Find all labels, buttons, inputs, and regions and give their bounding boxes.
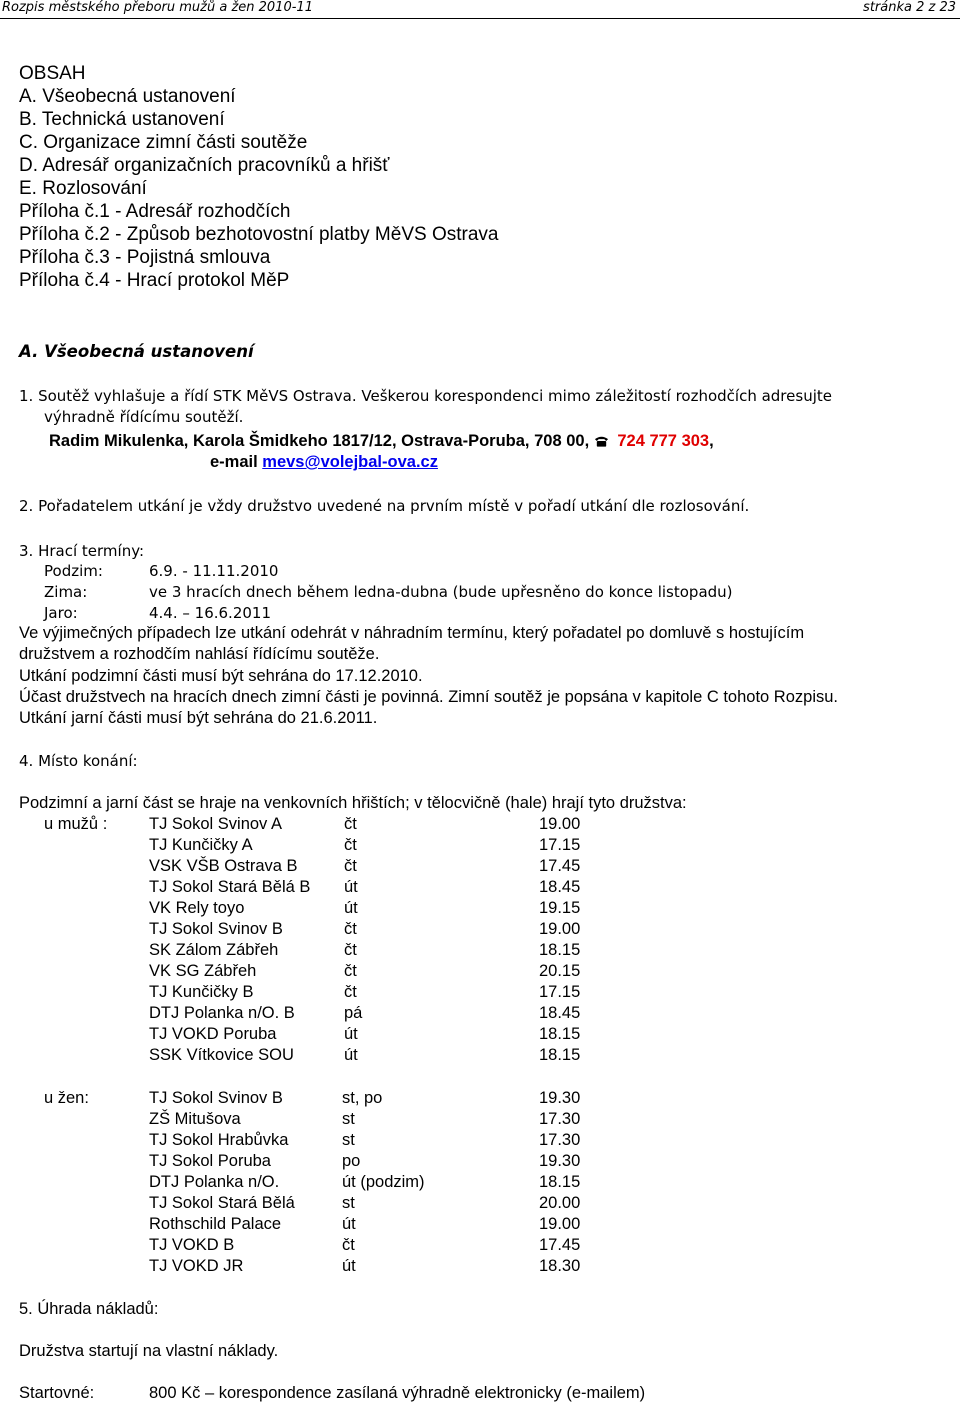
team-name: TJ Sokol Svinov A xyxy=(149,815,282,833)
contact-line xyxy=(49,432,714,451)
contact-phone: 724 777 303 xyxy=(617,432,710,450)
notes-line: družstvem a rozhodčím nahlásí řídícímu soutěže. xyxy=(19,645,380,663)
team-name: ZŠ Mitušova xyxy=(149,1110,241,1128)
toc-item: B. Technická ustanovení xyxy=(19,109,225,130)
email-label: e-mail xyxy=(210,453,258,471)
point-2: 2. Pořadatelem utkání je vždy družstvo uvedené na prvním místě v pořadí utkání dle rozlosování. xyxy=(19,497,750,515)
team-time: 18.15 xyxy=(539,941,581,959)
team-day: út xyxy=(344,878,358,896)
term-label: Podzim: xyxy=(44,562,103,580)
email-link[interactable]: mevs@volejbal-ova.cz xyxy=(262,453,438,471)
contact-email-line xyxy=(210,453,438,472)
team-day: čt xyxy=(344,941,357,959)
team-name: VSK VŠB Ostrava B xyxy=(149,857,298,875)
team-name: TJ VOKD JR xyxy=(149,1257,244,1275)
point-5-title: 5. Úhrada nákladů: xyxy=(19,1300,159,1318)
team-day: út xyxy=(344,1046,358,1064)
header-divider xyxy=(0,18,960,19)
team-name: TJ Sokol Stará Bělá B xyxy=(149,878,311,896)
team-day: čt xyxy=(344,962,357,980)
team-name: TJ Sokol Svinov B xyxy=(149,920,283,938)
team-day: po xyxy=(342,1152,361,1170)
team-time: 19.00 xyxy=(539,815,581,833)
team-time: 19.30 xyxy=(539,1089,581,1107)
notes-line: Utkání jarní části musí být sehrána do 21.6.2011. xyxy=(19,709,378,727)
team-time: 17.15 xyxy=(539,836,581,854)
team-time: 17.45 xyxy=(539,857,581,875)
toc-item: A. Všeobecná ustanovení xyxy=(19,86,236,107)
toc-item: Příloha č.2 - Způsob bezhotovostní platby MěVS Ostrava xyxy=(19,224,499,245)
fee-value: 800 Kč – korespondence zasílaná výhradně elektronicky (e-mailem) xyxy=(149,1384,646,1402)
team-day: st, po xyxy=(342,1089,383,1107)
toc-title: OBSAH xyxy=(19,63,86,84)
team-name: TJ VOKD Poruba xyxy=(149,1025,277,1043)
toc-item: D. Adresář organizačních pracovníků a hřišť xyxy=(19,155,390,176)
team-time: 17.15 xyxy=(539,983,581,1001)
team-day: út xyxy=(342,1215,356,1233)
team-day: út xyxy=(344,1025,358,1043)
team-name: TJ Sokol Hrabůvka xyxy=(149,1131,289,1149)
team-time: 18.15 xyxy=(539,1046,581,1064)
team-time: 18.45 xyxy=(539,878,581,896)
term-label: Jaro: xyxy=(44,604,78,622)
team-day: út xyxy=(344,899,358,917)
team-name: TJ VOKD B xyxy=(149,1236,235,1254)
header-page-number: stránka 2 z 23 xyxy=(863,0,956,15)
point-3-title: 3. Hrací termíny: xyxy=(19,542,145,560)
team-time: 20.15 xyxy=(539,962,581,980)
team-name: TJ Sokol Stará Bělá xyxy=(149,1194,295,1212)
team-day: út (podzim) xyxy=(342,1173,425,1191)
contact-address: Radim Mikulenka, Karola Šmidkeho 1817/12, Ostrava-Poruba, 708 00, xyxy=(49,432,590,450)
point-1-line-1: 1. Soutěž vyhlašuje a řídí STK MěVS Ostrava. Veškerou korespondenci mimo záležitostí rozhodčích adresujte xyxy=(19,387,832,405)
team-time: 19.00 xyxy=(539,920,581,938)
toc-item: Příloha č.3 - Pojistná smlouva xyxy=(19,247,271,268)
fee-label: Startovné: xyxy=(19,1384,95,1402)
team-day: pá xyxy=(344,1004,363,1022)
costs-line: Družstva startují na vlastní náklady. xyxy=(19,1342,279,1360)
toc-item: Příloha č.4 - Hrací protokol MěP xyxy=(19,270,290,291)
team-day: čt xyxy=(342,1236,355,1254)
team-day: čt xyxy=(344,857,357,875)
term-value: ve 3 hracích dnech během ledna-dubna (bude upřesněno do konce listopadu) xyxy=(149,583,733,601)
men-label: u mužů : xyxy=(44,815,108,833)
women-label: u žen: xyxy=(44,1089,89,1107)
team-time: 18.15 xyxy=(539,1025,581,1043)
team-name: VK Rely toyo xyxy=(149,899,245,917)
team-day: út xyxy=(342,1257,356,1275)
notes-line: Utkání podzimní části musí být sehrána do 17.12.2010. xyxy=(19,667,423,685)
term-value: 6.9. - 11.11.2010 xyxy=(149,562,279,580)
team-time: 18.15 xyxy=(539,1173,581,1191)
team-day: čt xyxy=(344,815,357,833)
team-time: 17.45 xyxy=(539,1236,581,1254)
team-name: SSK Vítkovice SOU xyxy=(149,1046,294,1064)
team-name: TJ Sokol Svinov B xyxy=(149,1089,283,1107)
phone-icon xyxy=(594,435,609,447)
point-4-title: 4. Místo konání: xyxy=(19,752,138,770)
team-day: čt xyxy=(344,920,357,938)
team-name: TJ Kunčičky B xyxy=(149,983,254,1001)
team-day: čt xyxy=(344,836,357,854)
team-name: DTJ Polanka n/O. B xyxy=(149,1004,295,1022)
team-name: VK SG Zábřeh xyxy=(149,962,257,980)
toc-item: E. Rozlosování xyxy=(19,178,147,199)
header-title: Rozpis městského přeboru mužů a žen 2010-11 xyxy=(2,0,313,15)
team-time: 19.15 xyxy=(539,899,581,917)
table-of-contents xyxy=(19,62,498,292)
team-day: st xyxy=(342,1194,355,1212)
team-time: 17.30 xyxy=(539,1110,581,1128)
team-name: DTJ Polanka n/O. xyxy=(149,1173,280,1191)
notes-line: Účast družstvech na hracích dnech zimní části je povinná. Zimní soutěž je popsána v kapitole C tohoto Rozpisu. xyxy=(19,688,839,706)
venue-intro: Podzimní a jarní část se hraje na venkovních hřištích; v tělocvičně (hale) hrají tyto družstva: xyxy=(19,794,687,812)
notes-line: Ve výjimečných případech lze utkání odehrát v náhradním termínu, který pořadatel po domluvě s hostujícím xyxy=(19,624,805,642)
team-time: 19.30 xyxy=(539,1152,581,1170)
toc-item: Příloha č.1 - Adresář rozhodčích xyxy=(19,201,291,222)
team-time: 18.30 xyxy=(539,1257,581,1275)
team-name: TJ Kunčičky A xyxy=(149,836,253,854)
team-day: st xyxy=(342,1131,355,1149)
section-a-heading: A. Všeobecná ustanovení xyxy=(19,342,254,361)
team-time: 17.30 xyxy=(539,1131,581,1149)
team-time: 18.45 xyxy=(539,1004,581,1022)
contact-comma: , xyxy=(709,432,714,450)
team-name: TJ Sokol Poruba xyxy=(149,1152,271,1170)
team-time: 19.00 xyxy=(539,1215,581,1233)
point-1-line-2: výhradně řídícímu soutěží. xyxy=(44,408,244,426)
team-time: 20.00 xyxy=(539,1194,581,1212)
team-day: st xyxy=(342,1110,355,1128)
term-value: 4.4. – 16.6.2011 xyxy=(149,604,271,622)
team-name: SK Zálom Zábřeh xyxy=(149,941,279,959)
toc-item: C. Organizace zimní části soutěže xyxy=(19,132,308,153)
team-day: čt xyxy=(344,983,357,1001)
term-label: Zima: xyxy=(44,583,88,601)
team-name: Rothschild Palace xyxy=(149,1215,282,1233)
